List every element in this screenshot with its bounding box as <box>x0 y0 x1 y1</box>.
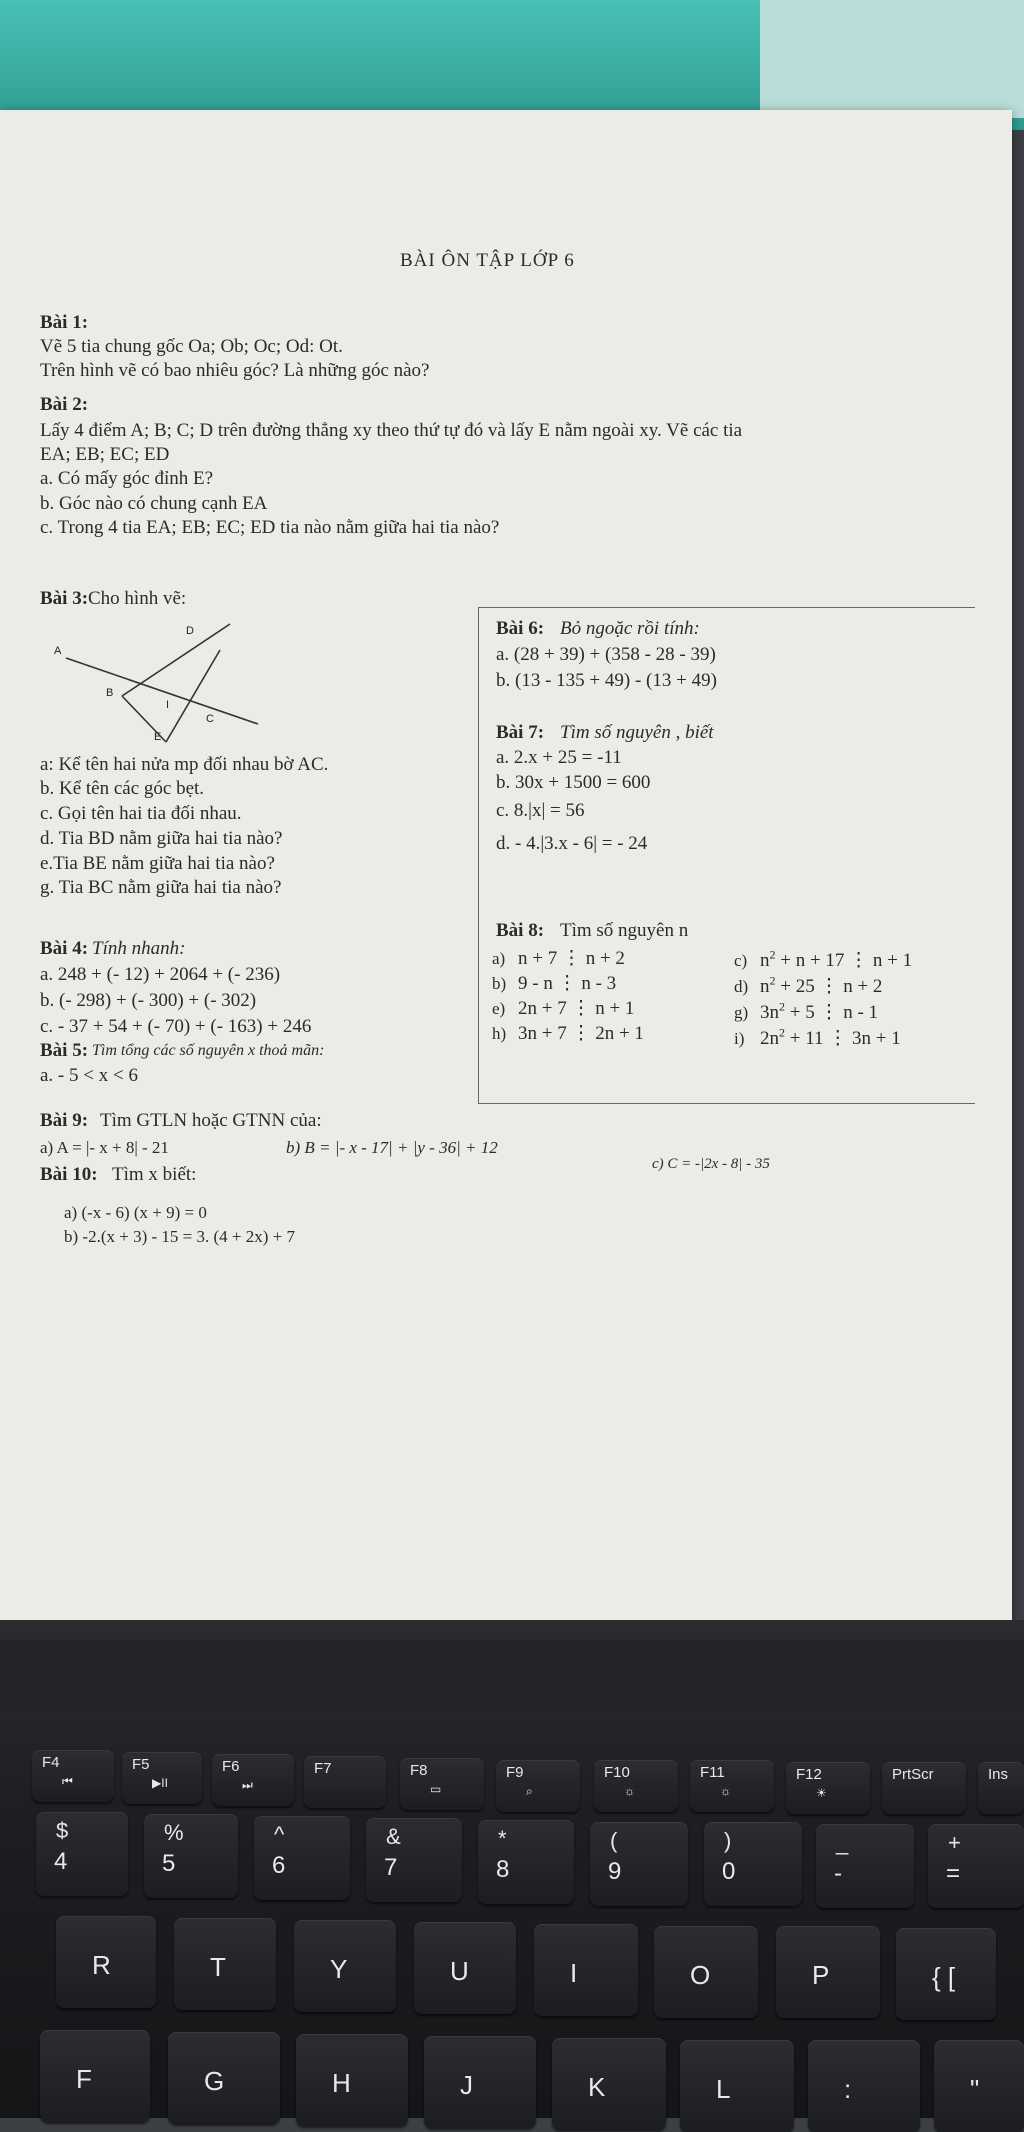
bai7-item-b: b. 30x + 1500 = 600 <box>496 772 651 793</box>
bai7-heading: Bài 7: <box>496 722 545 743</box>
key-6[interactable]: ^ 6 <box>254 1816 350 1900</box>
bai8-label-a: a) <box>492 949 506 968</box>
key-l[interactable]: L <box>680 2040 794 2132</box>
bai10-item-b: b) -2.(x + 3) - 15 = 3. (4 + 2x) + 7 <box>64 1227 295 1246</box>
key-bracket[interactable]: { [ <box>896 1928 996 2020</box>
fig-label-b: B <box>106 687 114 699</box>
key-minus[interactable]: _ - <box>816 1824 914 1908</box>
bai8-heading: Bài 8: <box>496 920 545 941</box>
bai9-subtitle: Tìm GTLN hoặc GTNN của: <box>100 1110 322 1131</box>
bai3-item-g: g. Tia BC nằm giữa hai tia nào? <box>40 877 282 898</box>
bai7-subtitle: Tìm số nguyên , biết <box>560 722 714 743</box>
bai8-label-g: g) <box>734 1003 749 1022</box>
key-semicolon[interactable]: : <box>808 2040 920 2132</box>
fig-label-d: D <box>186 625 194 637</box>
bai1-line1: Vẽ 5 tia chung gốc Oa; Ob; Oc; Od: Ot. <box>40 336 343 357</box>
key-9[interactable]: ( 9 <box>590 1822 688 1906</box>
key-f6[interactable]: F6 ⏭ <box>212 1754 294 1806</box>
bai2-line2: EA; EB; EC; ED <box>40 444 170 465</box>
bai6-item-b: b. (13 - 135 + 49) - (13 + 49) <box>496 670 717 691</box>
key-r[interactable]: R <box>56 1916 156 2008</box>
bai8-item-g: $3n^2 + 5$ ⋮ n - 1 <box>760 999 879 1023</box>
key-t[interactable]: T <box>174 1918 276 2010</box>
bai3-item-e: e.Tia BE nằm giữa hai tia nào? <box>40 853 275 874</box>
bai3-item-c: c. Gọi tên hai tia đối nhau. <box>40 803 242 824</box>
key-g[interactable]: G <box>168 2032 280 2124</box>
key-h[interactable]: H <box>296 2034 408 2126</box>
bai8-item-e: 2n + 7 ⋮ n + 1 <box>518 998 635 1019</box>
key-p[interactable]: P <box>776 1926 880 2018</box>
bai9-heading: Bài 9: <box>40 1110 89 1131</box>
bai4-item-c: c. - 37 + 54 + (- 70) + (- 163) + 246 <box>40 1016 312 1037</box>
bai8-label-b: b) <box>492 974 507 993</box>
key-f11[interactable]: F11 ☼ <box>690 1760 774 1812</box>
bai8-label-h: h) <box>492 1024 507 1043</box>
bai5-heading: Bài 5: <box>40 1040 89 1061</box>
folder-edge <box>760 0 1024 118</box>
bai3-figure <box>40 618 280 748</box>
bai2-item-a: a. Có mấy góc đỉnh E? <box>40 468 214 489</box>
bai7-item-d: d. - 4.|3.x - 6| = - 24 <box>496 833 648 854</box>
bai10-item-a: a) (-x - 6) (x + 9) = 0 <box>64 1203 207 1222</box>
fig-label-c: C <box>206 713 214 725</box>
laptop-hinge <box>0 1640 1024 1710</box>
key-k[interactable]: K <box>552 2038 666 2130</box>
fig-label-e: E <box>154 731 162 743</box>
bai6-heading: Bài 6: <box>496 618 545 639</box>
key-5[interactable]: % 5 <box>144 1814 238 1898</box>
bai7-item-c: c. 8.|x| = 56 <box>496 800 585 821</box>
key-y[interactable]: Y <box>294 1920 396 2012</box>
key-0[interactable]: ) 0 <box>704 1822 802 1906</box>
key-4[interactable]: $ 4 <box>36 1812 128 1896</box>
bai6-item-a: a. (28 + 39) + (358 - 28 - 39) <box>496 644 716 665</box>
bai2-heading: Bài 2: <box>40 394 89 415</box>
key-f5[interactable]: F5 ▶II <box>122 1752 202 1804</box>
bai6-subtitle: Bỏ ngoặc rồi tính: <box>560 618 700 639</box>
bai8-subtitle: Tìm số nguyên n <box>560 920 689 941</box>
bai8-item-h: 3n + 7 ⋮ 2n + 1 <box>518 1023 644 1044</box>
bai2-item-b: b. Góc nào có chung cạnh EA <box>40 493 268 514</box>
bai1-heading: Bài 1: <box>40 312 89 333</box>
bai8-label-e: e) <box>492 999 506 1018</box>
bai8-item-d: $n^2 + 25$ ⋮ n + 2 <box>760 973 883 997</box>
bai5-subtitle: Tìm tổng các số nguyên x thoả mãn: <box>92 1042 325 1059</box>
bai7-item-a: a. 2.x + 25 = -11 <box>496 747 622 768</box>
key-i[interactable]: I <box>534 1924 638 2016</box>
key-prtscr[interactable]: PrtScr <box>882 1762 966 1814</box>
bai4-item-a: a. 248 + (- 12) + 2064 + (- 236) <box>40 964 281 985</box>
bai3-item-d: d. Tia BD nằm giữa hai tia nào? <box>40 828 283 849</box>
key-f10[interactable]: F10 ☼ <box>594 1760 678 1812</box>
bai5-item-a: a. - 5 < x < 6 <box>40 1065 138 1086</box>
key-o[interactable]: O <box>654 1926 758 2018</box>
bai3-heading: Bài 3: <box>40 588 89 609</box>
bai3-subtitle: Cho hình vẽ: <box>88 588 187 609</box>
key-7[interactable]: & 7 <box>366 1818 462 1902</box>
bai2-item-c: c. Trong 4 tia EA; EB; EC; ED tia nào nằm giữa hai tia nào? <box>40 517 500 538</box>
key-quote[interactable]: " <box>934 2040 1024 2132</box>
key-f9[interactable]: F9 ⌕ <box>496 1760 580 1812</box>
worksheet-title: BÀI ÔN TẬP LỚP 6 <box>400 250 575 271</box>
key-f[interactable]: F <box>40 2030 150 2122</box>
key-u[interactable]: U <box>414 1922 516 2014</box>
key-equals[interactable]: + = <box>928 1824 1024 1908</box>
bai8-item-b: 9 - n ⋮ n - 3 <box>518 973 617 994</box>
bai9-item-a: a) A = |- x + 8| - 21 <box>40 1138 169 1157</box>
bai10-subtitle: Tìm x biết: <box>112 1164 197 1185</box>
bai3-item-b: b. Kể tên các góc bẹt. <box>40 778 205 799</box>
key-j[interactable]: J <box>424 2036 536 2128</box>
key-f12[interactable]: F12 ☀ <box>786 1762 870 1814</box>
bai1-line2: Trên hình vẽ có bao nhiêu góc? Là những góc nào? <box>40 360 430 381</box>
key-ins[interactable]: Ins <box>978 1762 1024 1814</box>
bai8-item-c: $n^2 + n + 17$ ⋮ n + 1 <box>760 947 913 971</box>
bai8-item-i: $2n^2 + 11$ ⋮ 3n + 1 <box>760 1025 901 1049</box>
fig-label-i: I <box>166 699 170 711</box>
worksheet-paper <box>0 110 1012 1655</box>
bai4-subtitle: Tính nhanh: <box>92 938 186 959</box>
bai3-item-a: a: Kể tên hai nửa mp đối nhau bờ AC. <box>40 754 329 775</box>
bai8-label-i: i) <box>734 1029 745 1048</box>
key-f8[interactable]: F8 ▭ <box>400 1758 484 1810</box>
bai8-label-d: d) <box>734 977 749 996</box>
key-8[interactable]: * 8 <box>478 1820 574 1904</box>
bai8-label-c: c) <box>734 951 748 970</box>
bai2-line1: Lấy 4 điểm A; B; C; D trên đường thẳng xy theo thứ tự đó và lấy E nằm ngoài xy. Vẽ các tia <box>40 420 743 441</box>
bai4-item-b: b. (- 298) + (- 300) + (- 302) <box>40 990 257 1011</box>
bai8-item-a: n + 7 ⋮ n + 2 <box>518 948 625 969</box>
bai10-heading: Bài 10: <box>40 1164 98 1185</box>
bai9-item-b: b) B = |- x - 17| + |y - 36| + 12 <box>286 1138 498 1157</box>
fig-label-a: A <box>54 645 62 657</box>
key-f4[interactable]: F4 ⏮ <box>32 1750 114 1802</box>
bai4-heading: Bài 4: <box>40 938 89 959</box>
bai9-item-c: c) C = -|2x - 8| - 35 <box>652 1156 770 1172</box>
key-f7[interactable]: F7 <box>304 1756 386 1808</box>
